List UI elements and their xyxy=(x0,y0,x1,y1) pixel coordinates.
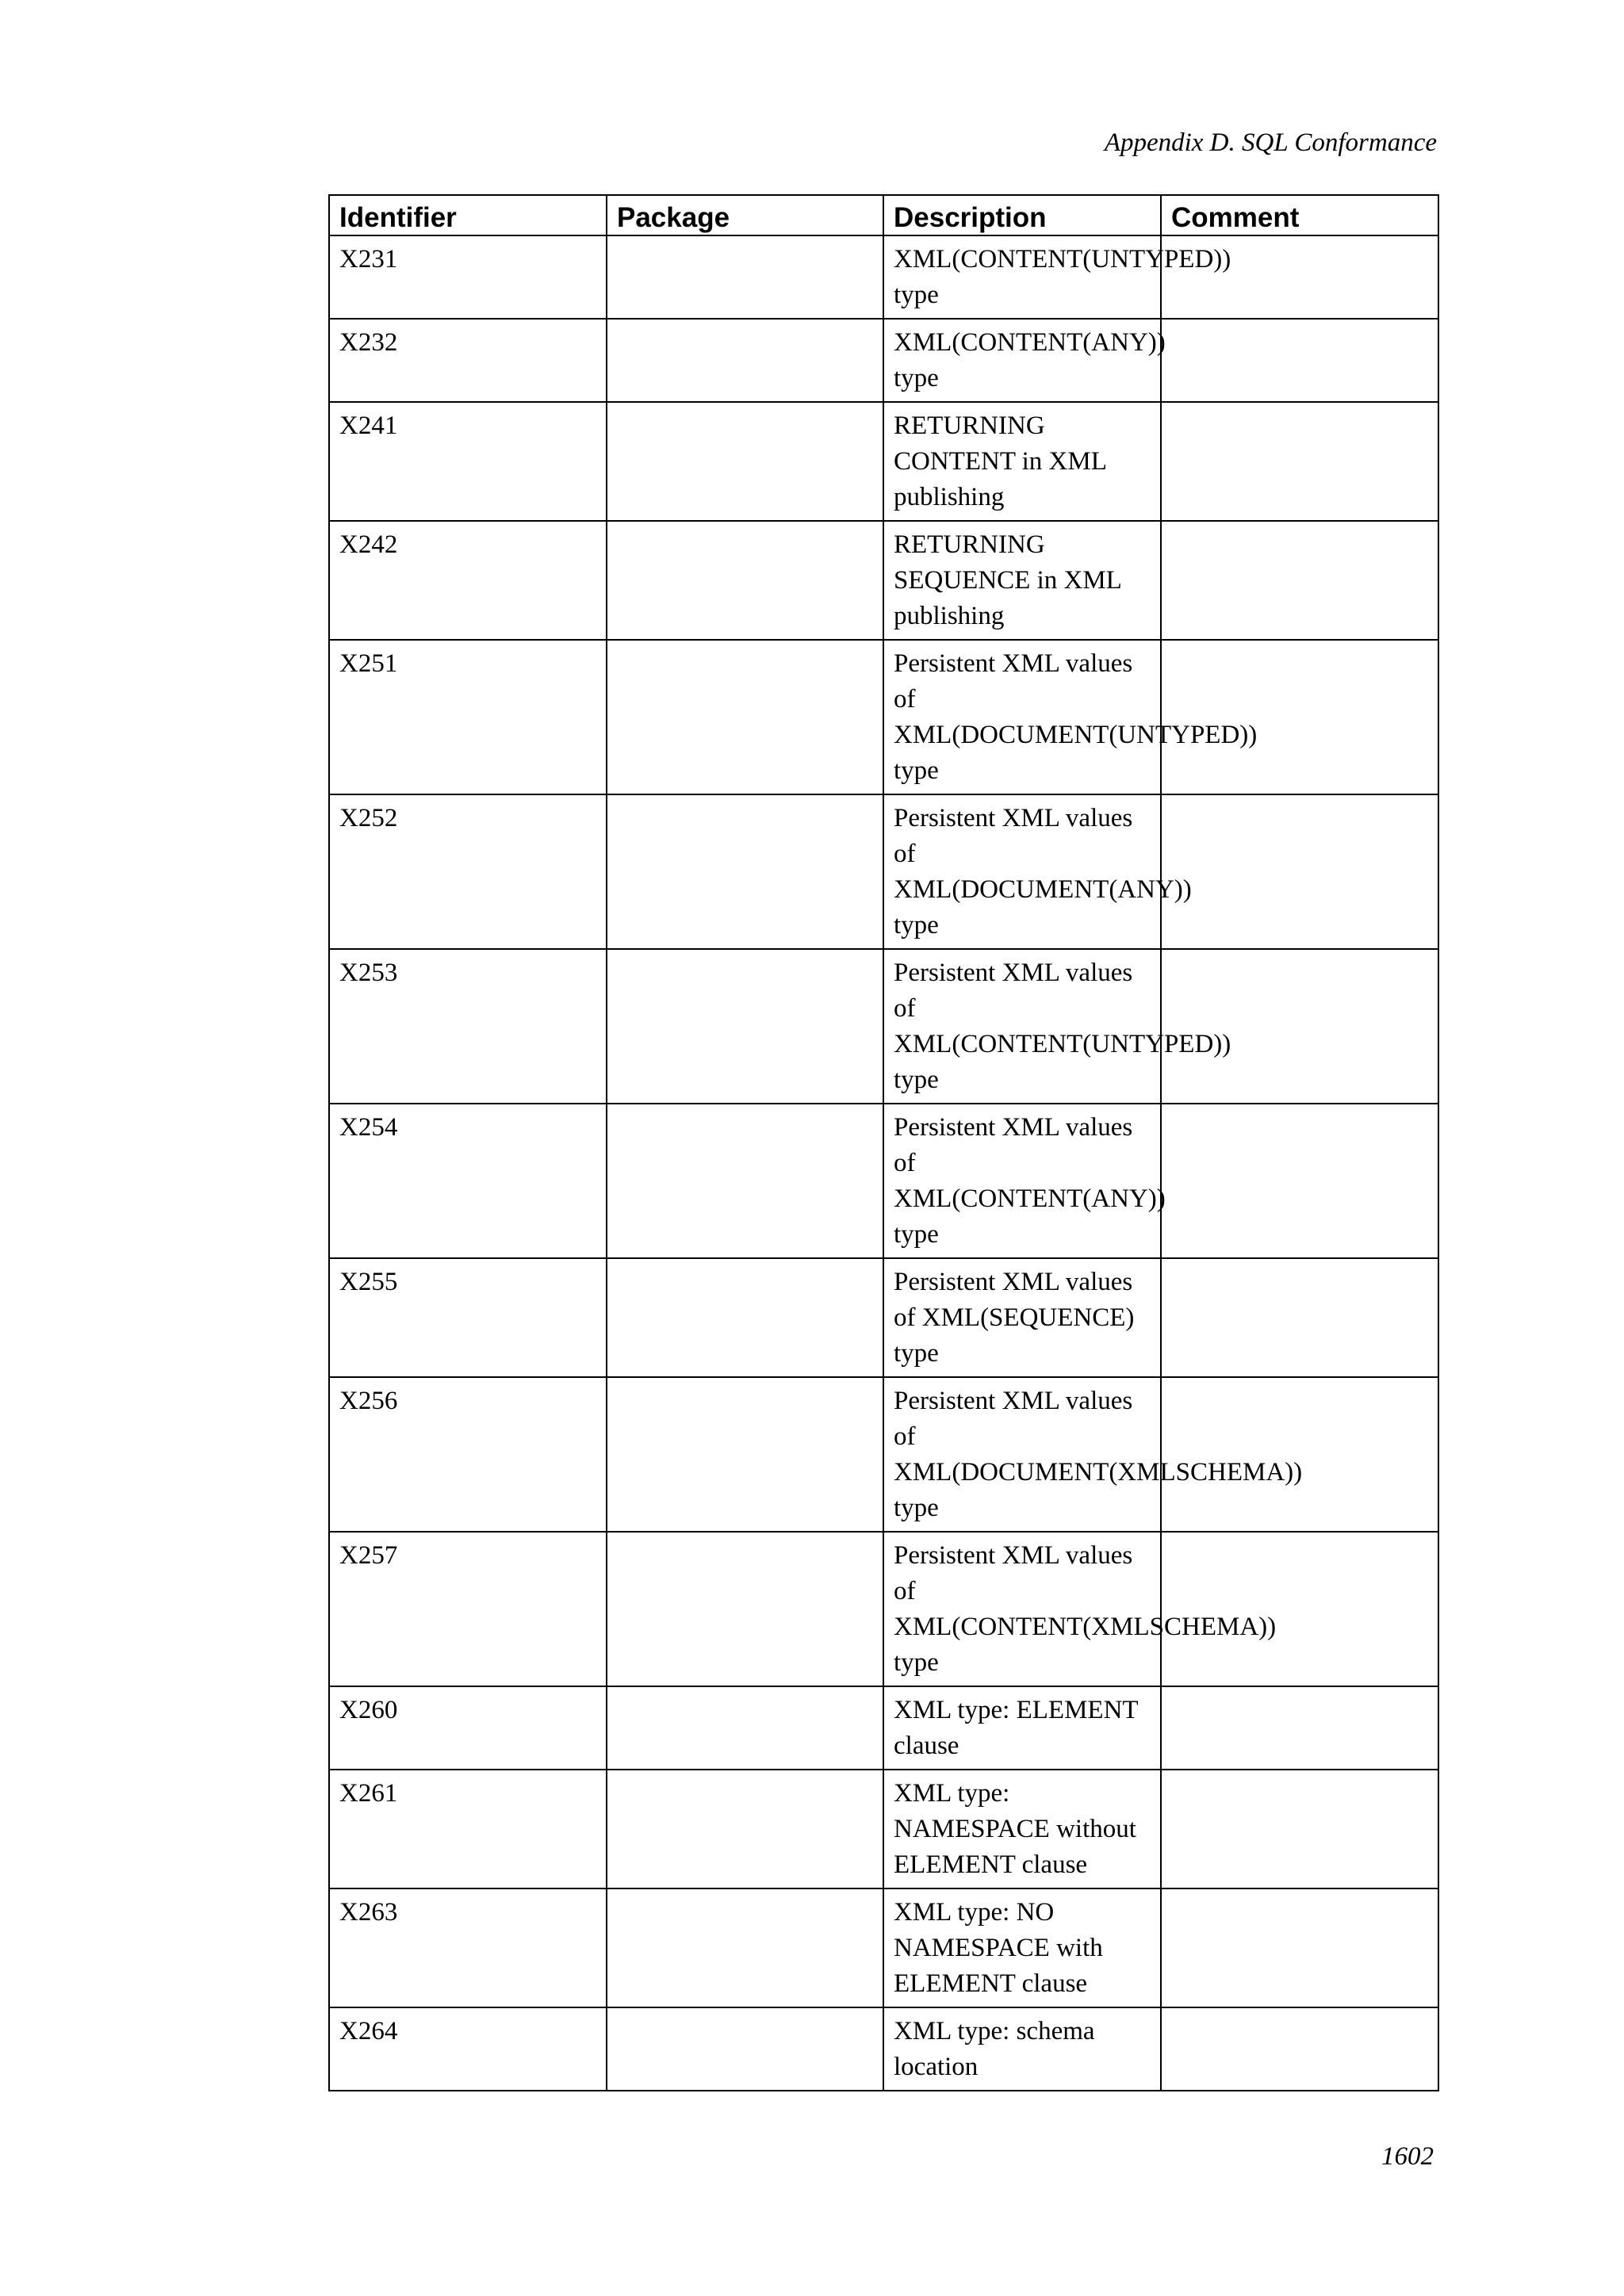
identifier-cell: X252 xyxy=(329,794,607,949)
description-line: Persistent XML values xyxy=(894,1268,1133,1296)
comment-cell xyxy=(1161,1888,1438,2007)
description-line: type xyxy=(894,1339,939,1368)
package-cell xyxy=(607,1686,883,1770)
description-line: XML(CONTENT(UNTYPED)) xyxy=(894,245,1231,274)
description-cell xyxy=(883,319,1166,402)
description-line: RETURNING xyxy=(894,530,1045,559)
header-row xyxy=(329,195,1438,235)
identifier-cell: X254 xyxy=(329,1104,607,1258)
description-line: clause xyxy=(894,1732,959,1760)
description-cell xyxy=(883,949,1231,1104)
description-line: Persistent XML values xyxy=(894,1113,1133,1142)
identifier-cell: X256 xyxy=(329,1377,607,1532)
identifier-cell: X255 xyxy=(329,1258,607,1377)
comment-cell xyxy=(1161,319,1438,402)
package-cell xyxy=(607,794,883,949)
package-cell xyxy=(607,402,883,521)
package-cell xyxy=(607,521,883,640)
description-line: Persistent XML values xyxy=(894,804,1133,832)
description-line: of xyxy=(894,1149,916,1177)
description-cell xyxy=(883,521,1161,640)
comment-cell xyxy=(1161,949,1438,1104)
description-line: XML type: ELEMENT xyxy=(894,1696,1139,1724)
description-cell xyxy=(883,2007,1161,2091)
comment-cell xyxy=(1161,794,1438,949)
description-line: XML type: xyxy=(894,1779,1010,1808)
comment-cell xyxy=(1161,1770,1438,1888)
description-line: of xyxy=(894,1422,916,1451)
package-cell xyxy=(607,2007,883,2091)
description-line: of xyxy=(894,685,916,714)
identifier-cell: X241 xyxy=(329,402,607,521)
comment-cell xyxy=(1161,640,1438,794)
description-line: XML(CONTENT(XMLSCHEMA)) xyxy=(894,1613,1277,1641)
table-row xyxy=(329,1888,1438,2007)
table-body xyxy=(329,235,1438,2091)
description-line: type xyxy=(894,756,939,785)
comment-cell xyxy=(1161,1686,1438,1770)
description-line: SEQUENCE in XML xyxy=(894,566,1122,595)
table-row xyxy=(329,521,1438,640)
description-line: XML type: schema xyxy=(894,2017,1095,2045)
description-line: ELEMENT clause xyxy=(894,1969,1088,1998)
table-row xyxy=(329,949,1438,1104)
column-header-identifier: Identifier xyxy=(329,195,607,235)
comment-cell xyxy=(1161,1104,1438,1258)
description-line: CONTENT in XML xyxy=(894,447,1107,476)
table-row xyxy=(329,402,1438,521)
description-line: XML(DOCUMENT(XMLSCHEMA)) xyxy=(894,1458,1303,1487)
description-line: type xyxy=(894,281,939,309)
comment-cell xyxy=(1161,2007,1438,2091)
table-row xyxy=(329,640,1438,794)
description-cell xyxy=(883,1258,1161,1377)
description-line: NAMESPACE without xyxy=(894,1815,1136,1843)
description-cell xyxy=(883,1532,1277,1686)
page-number: 1602 xyxy=(1381,2142,1434,2171)
description-line: Persistent XML values xyxy=(894,959,1133,987)
description-cell xyxy=(883,640,1258,794)
description-line: type xyxy=(894,1066,939,1094)
column-header-comment: Comment xyxy=(1161,195,1438,235)
package-cell xyxy=(607,1104,883,1258)
identifier-cell: X260 xyxy=(329,1686,607,1770)
comment-cell xyxy=(1161,1377,1438,1532)
description-line: type xyxy=(894,1220,939,1249)
description-line: XML type: NO xyxy=(894,1898,1055,1927)
package-cell xyxy=(607,1377,883,1532)
table-row xyxy=(329,794,1438,949)
comment-cell xyxy=(1161,1532,1438,1686)
description-line: ELEMENT clause xyxy=(894,1850,1088,1879)
description-line: RETURNING xyxy=(894,411,1045,440)
description-line: XML(CONTENT(ANY)) xyxy=(894,1184,1166,1213)
table-row xyxy=(329,319,1438,402)
column-header-description: Description xyxy=(883,195,1161,235)
package-cell xyxy=(607,949,883,1104)
description-cell xyxy=(883,1770,1161,1888)
running-header: Appendix D. SQL Conformance xyxy=(1104,128,1437,157)
identifier-cell: X257 xyxy=(329,1532,607,1686)
description-cell xyxy=(883,1686,1161,1770)
description-cell xyxy=(883,402,1161,521)
description-line: type xyxy=(894,1648,939,1677)
table-row xyxy=(329,1532,1438,1686)
description-cell xyxy=(883,1888,1161,2007)
comment-cell xyxy=(1161,1258,1438,1377)
table-row xyxy=(329,2007,1438,2091)
package-cell xyxy=(607,1888,883,2007)
identifier-cell: X231 xyxy=(329,235,607,319)
package-cell xyxy=(607,1258,883,1377)
description-line: type xyxy=(894,1494,939,1522)
package-cell xyxy=(607,1532,883,1686)
description-line: Persistent XML values xyxy=(894,1541,1133,1570)
description-line: of xyxy=(894,994,916,1023)
table-header xyxy=(329,195,1438,235)
description-cell xyxy=(883,1104,1166,1258)
table-row xyxy=(329,1686,1438,1770)
description-line: XML(CONTENT(UNTYPED)) xyxy=(894,1030,1231,1058)
description-cell xyxy=(883,794,1192,949)
description-cell xyxy=(883,1377,1303,1532)
description-line: of xyxy=(894,1577,916,1605)
package-cell xyxy=(607,1770,883,1888)
conformance-table xyxy=(328,194,1439,2091)
description-line: type xyxy=(894,364,939,392)
comment-cell xyxy=(1161,521,1438,640)
description-line: NAMESPACE with xyxy=(894,1934,1103,1962)
description-line: XML(DOCUMENT(UNTYPED)) xyxy=(894,721,1258,749)
description-line: type xyxy=(894,911,939,939)
identifier-cell: X261 xyxy=(329,1770,607,1888)
comment-cell xyxy=(1161,402,1438,521)
column-header-package: Package xyxy=(607,195,883,235)
description-line: Persistent XML values xyxy=(894,649,1133,678)
identifier-cell: X264 xyxy=(329,2007,607,2091)
description-line: Persistent XML values xyxy=(894,1387,1133,1415)
table-row xyxy=(329,1770,1438,1888)
description-line: of XML(SEQUENCE) xyxy=(894,1303,1135,1332)
table-row xyxy=(329,1258,1438,1377)
table-row xyxy=(329,1377,1438,1532)
description-line: of xyxy=(894,840,916,868)
identifier-cell: X242 xyxy=(329,521,607,640)
description-line: XML(DOCUMENT(ANY)) xyxy=(894,875,1192,904)
identifier-cell: X251 xyxy=(329,640,607,794)
description-line: publishing xyxy=(894,483,1005,511)
identifier-cell: X253 xyxy=(329,949,607,1104)
package-cell xyxy=(607,640,883,794)
description-cell xyxy=(883,235,1231,319)
table-row xyxy=(329,235,1438,319)
table-row xyxy=(329,1104,1438,1258)
package-cell xyxy=(607,319,883,402)
description-line: location xyxy=(894,2053,979,2081)
identifier-cell: X263 xyxy=(329,1888,607,2007)
description-line: publishing xyxy=(894,602,1005,630)
identifier-cell: X232 xyxy=(329,319,607,402)
description-line: XML(CONTENT(ANY)) xyxy=(894,328,1166,357)
package-cell xyxy=(607,235,883,319)
